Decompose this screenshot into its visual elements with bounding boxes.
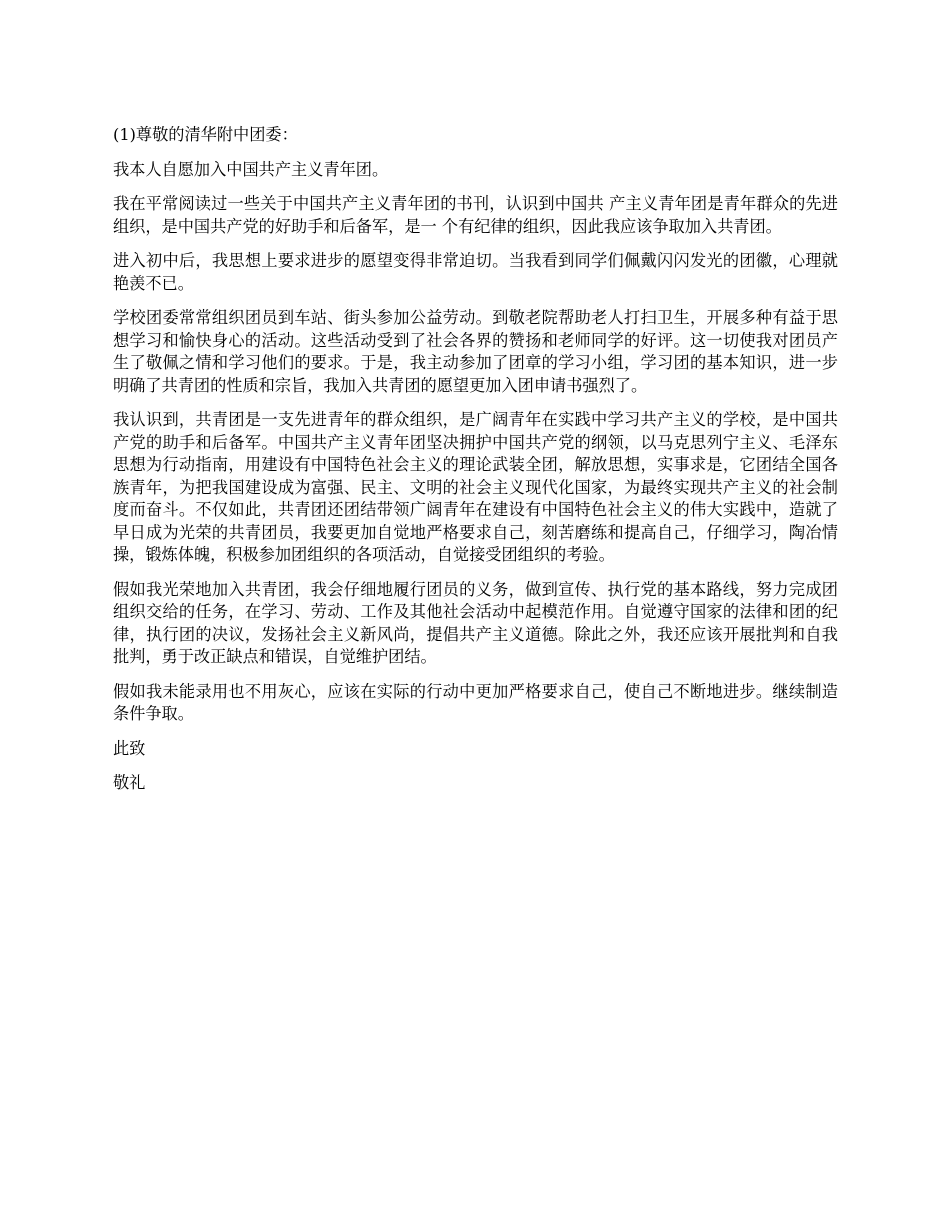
paragraph: 我认识到，共青团是一支先进青年的群众组织，是广阔青年在实践中学习共产主义的学校，是中国共产党的助手和后备军。中国共产主义青年团坚决拥护中国共产党的纲领，以马克思列宁主义、毛泽东思想为行动指南，用建设有中国特色社会主义的理论武装全团，解放思想，实事求是，它团结全国各族青年，为把我国建设成为富强、民主、文明的社会主义现代化国家，为最终实现共产主义的社会制度而奋斗。不仅如此，共青团还团结带领广阔青年在建设有中国特色社会主义的伟大实践中，造就了早日成为光荣的共青团员，我要更加自觉地严格要求自己，刻苦磨练和提高自己，仔细学习，陶冶情操，锻炼体魄，积极参加团组织的各项活动，自觉接受团组织的考验。 — [113, 410, 838, 564]
paragraph: 学校团委常常组织团员到车站、街头参加公益劳动。到敬老院帮助老人打扫卫生，开展多种有益于思想学习和愉快身心的活动。这些活动受到了社会各界的赞扬和老师同学的好评。这一切使我对团员产生了敬佩之情和学习他们的要求。于是，我主动参加了团章的学习小组，学习团的基本知识，进一步明确了共青团的性质和宗旨，我加入共青团的愿望更加入团申请书强烈了。 — [113, 308, 838, 395]
closing-greeting: 此致 — [113, 738, 146, 758]
salutation: (1)尊敬的清华附中团委： — [113, 125, 298, 144]
paragraph: 我本人自愿加入中国共产主义青年团。 — [113, 159, 389, 179]
closing-salute: 敬礼 — [113, 773, 146, 792]
paragraph: 假如我光荣地加入共青团，我会仔细地履行团员的义务，做到宣传、执行党的基本路线，努力完成团组织交给的任务，在学习、劳动、工作及其他社会活动中起模范作用。自觉遵守国家的法律和团的纪律，执行团的决议，发扬社会主义新风尚，提倡共产主义道德。除此之外，我还应该开展批判和自我批判，勇于改正缺点和错误，自觉维护团结。 — [113, 579, 838, 666]
paragraph: 我在平常阅读过一些关于中国共产主义青年团的书刊，认识到中国共 产主义青年团是青年群众的先进组织，是中国共产党的好助手和后备军，是一 个有纪律的组织，因此我应该争取加入共青团。 — [113, 194, 838, 236]
paragraph: 进入初中后，我思想上要求进步的愿望变得非常迫切。当我看到同学们佩戴闪闪发光的团徽，心理就艳羡不已。 — [113, 251, 838, 293]
paragraph: 假如我未能录用也不用灰心，应该在实际的行动中更加严格要求自己，使自己不断地进步。继续制造条件争取。 — [113, 681, 838, 723]
